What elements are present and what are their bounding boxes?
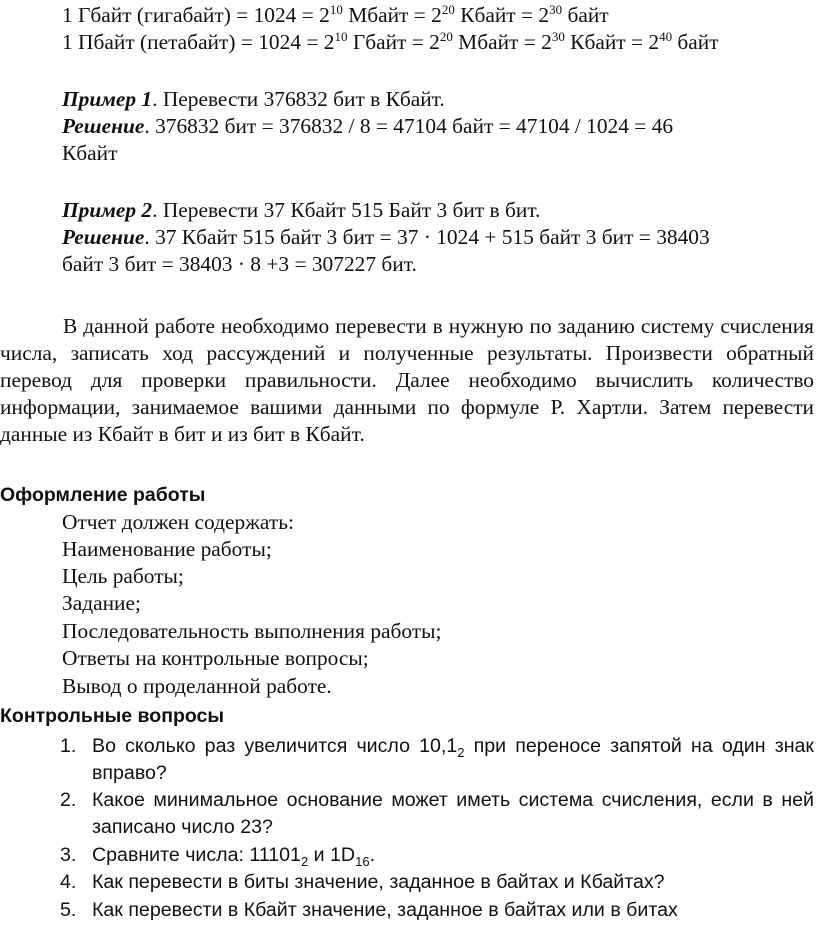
example2-solution: Решение. 37 Кбайт 515 байт 3 бит = 37 · 1024 + 515 байт 3 бит = 38403 [62,225,710,249]
example1-solution: Решение. 376832 бит = 376832 / 8 = 47104 байт = 47104 / 1024 = 46 [62,114,674,138]
question-text: Как перевести в Кбайт значение, заданное в байтах или в битах [92,899,678,921]
formatting-item: Вывод о проделанной работе. [62,674,332,698]
giga-definition: 1 Гбайт (гигабайт) = $1024 = 2^{10}$ Мбайт = $2^{20}$ Кбайт = $2^{30}$ байт [62,1,609,27]
solution-label: Решение [62,225,145,249]
formatting-item: Задание; [62,591,141,615]
formatting-heading: Оформление работы [0,484,206,506]
formatting-item: Наименование работы; [62,537,272,561]
question-text: Какое минимальное основание может иметь система счисления, если в ней записано число 23? [92,789,814,838]
question-text: Сравните числа: $11101_2$ и $1D_{16}$. [92,844,376,869]
questions-heading: Контрольные вопросы [0,705,225,727]
question-number: 5. [60,899,77,921]
formatting-item: Цель работы; [62,564,184,588]
formatting-item: Ответы на контрольные вопросы; [62,646,369,670]
example1-solution-cont: Кбайт [62,141,118,165]
example2-solution-cont: байт 3 бит = 38403 · 8 +3 = 307227 бит. [62,252,417,276]
question-text: Как перевести в биты значение, заданное в байтах и Кбайтах? [92,871,665,893]
peta-definition: 1 Пбайт (петабайт) = $1024 = 2^{10}$ Гбайт = $2^{20}$ Мбайт = $2^{30}$ Кбайт = $2^{40}$ байт [62,28,719,54]
formatting-item: Последовательность выполнения работы; [62,619,442,643]
question-number: 1. [60,735,77,757]
example1-label: Пример 1 [62,87,153,111]
formatting-item: Отчет должен содержать: [62,510,294,534]
question-number: 4. [60,871,77,893]
example2-label: Пример 2 [62,198,153,222]
task-paragraph: В данной работе необходимо перевести в нужную по заданию систему счисления числа, записать ход рассуждений и полученные результаты. Произвести обратный перевод для проверки правильности. Далее необходимо вычислить количество информации, занимаемое вашими данными по формуле Р. Хартли. Затем перевести данные из Кбайт в бит и из бит в Кбайт. [0,314,814,446]
question-number: 2. [60,789,77,811]
example1-statement: Пример 1. Перевести 376832 бит в Кбайт. [62,87,445,111]
question-number: 3. [60,844,77,866]
question-text: Во сколько раз увеличится число $10,1_2$ при переносе запятой на один знак вправо? [92,735,814,784]
solution-label: Решение [62,114,145,138]
example2-statement: Пример 2. Перевести 37 Кбайт 515 Байт 3 бит в бит. [62,198,541,222]
